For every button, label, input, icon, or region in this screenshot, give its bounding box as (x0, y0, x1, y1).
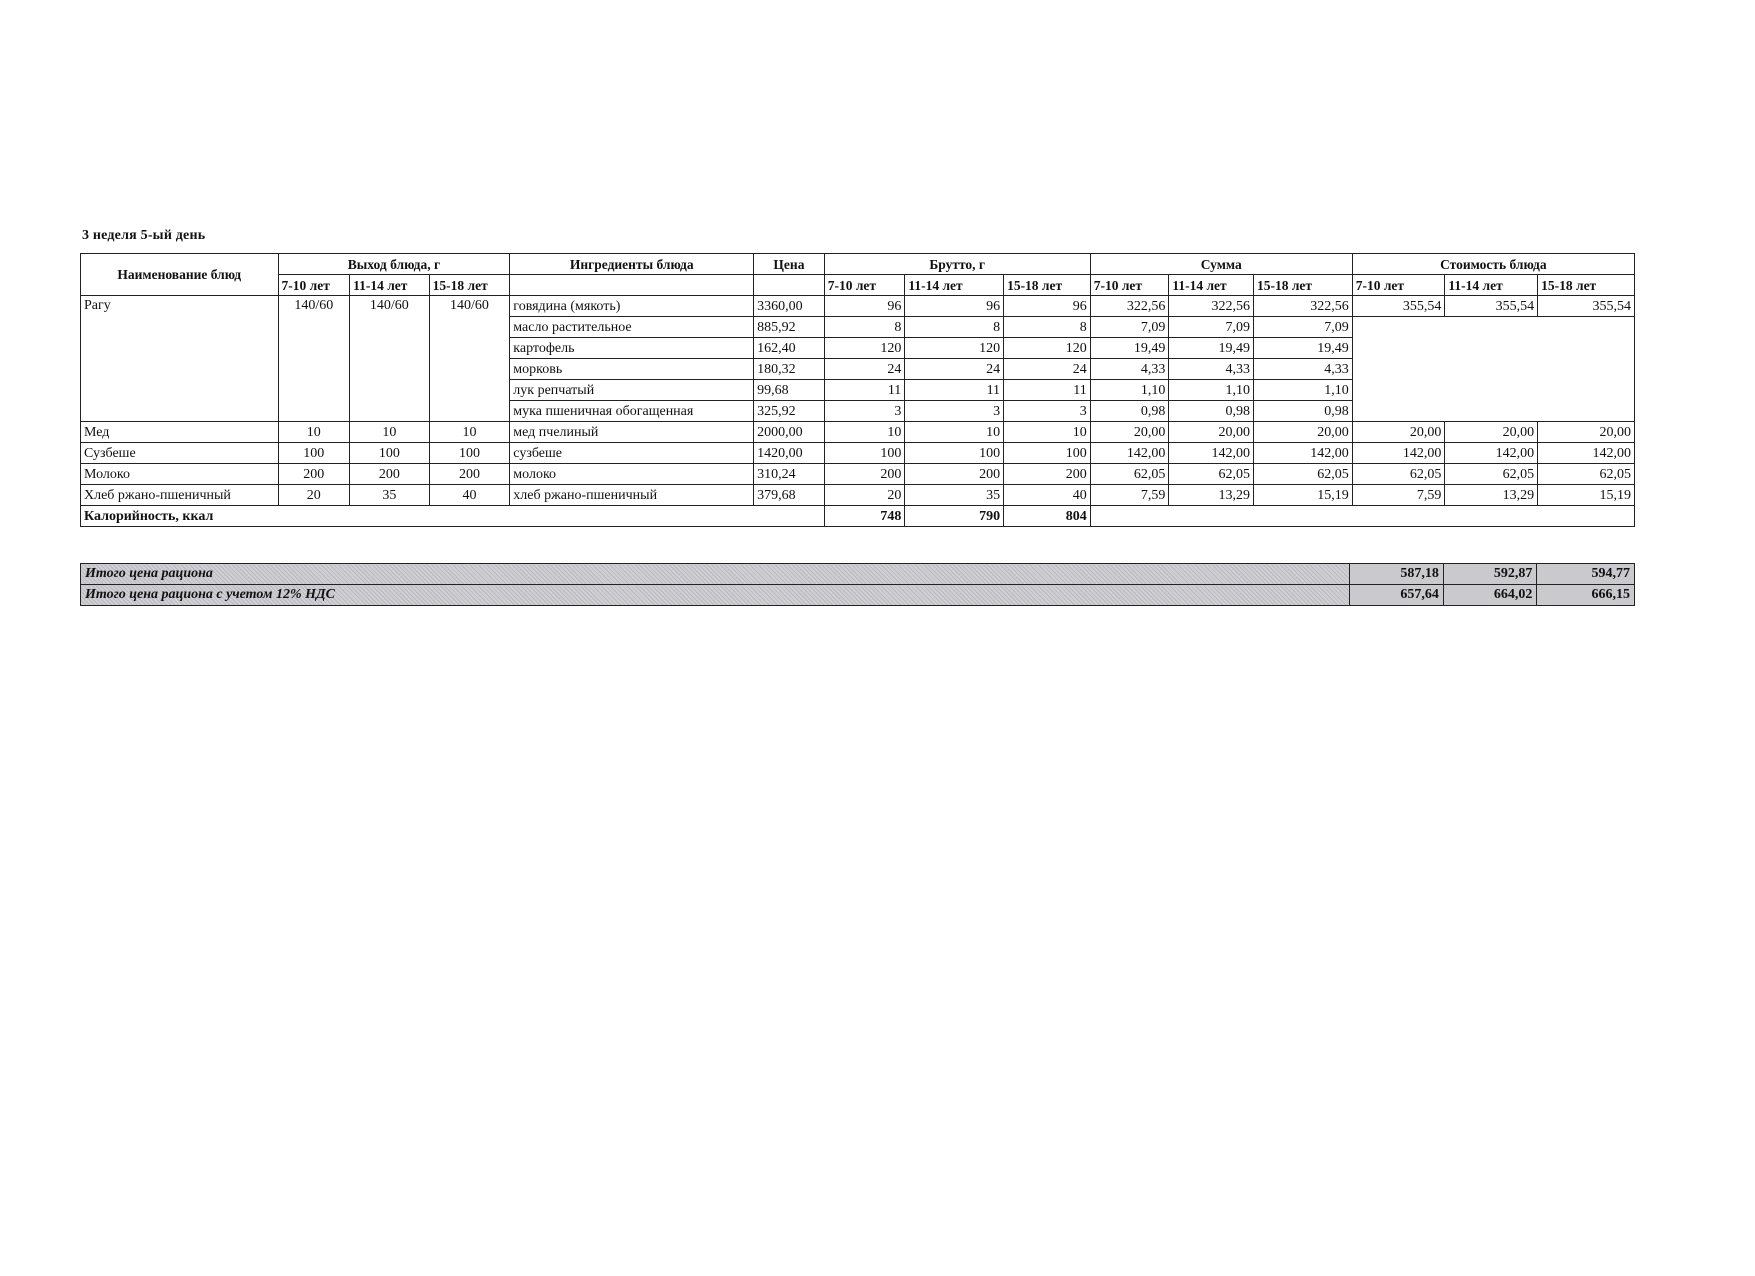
brutto-value: 3 (824, 401, 905, 422)
brutto-value: 8 (824, 317, 905, 338)
brutto-value: 100 (1004, 443, 1091, 464)
price-value: 99,68 (754, 380, 825, 401)
price-value: 310,24 (754, 464, 825, 485)
brutto-value: 100 (905, 443, 1004, 464)
brutto-value: 10 (905, 422, 1004, 443)
cost-value: 62,05 (1538, 464, 1635, 485)
brutto-value: 8 (905, 317, 1004, 338)
menu-table (80, 253, 1635, 527)
price-value: 885,92 (754, 317, 825, 338)
output-value: 140/60 (278, 296, 350, 422)
brutto-value: 3 (905, 401, 1004, 422)
calories-row (81, 506, 1635, 527)
brutto-value: 96 (1004, 296, 1091, 317)
sum-value: 322,56 (1090, 296, 1169, 317)
header-age: 7-10 лет (1090, 275, 1169, 296)
header-age: 11-14 лет (350, 275, 430, 296)
page-title: 3 неделя 5-ый день (82, 228, 206, 243)
header-empty (510, 275, 754, 296)
header-age: 7-10 лет (278, 275, 350, 296)
sum-value: 142,00 (1090, 443, 1169, 464)
brutto-value: 96 (905, 296, 1004, 317)
total-value: 587,18 (1350, 564, 1444, 585)
brutto-value: 100 (824, 443, 905, 464)
brutto-value: 24 (1004, 359, 1091, 380)
sum-value: 322,56 (1253, 296, 1352, 317)
dish-name: Молоко (81, 464, 279, 485)
calories-label: Калорийность, ккал (81, 506, 825, 527)
header-age: 15-18 лет (1538, 275, 1635, 296)
table-row (81, 443, 1635, 464)
brutto-value: 120 (1004, 338, 1091, 359)
total-value: 594,77 (1537, 564, 1635, 585)
header-ingredients: Ингредиенты блюда (510, 254, 754, 275)
header-age: 7-10 лет (1352, 275, 1445, 296)
sum-value: 62,05 (1090, 464, 1169, 485)
brutto-value: 24 (905, 359, 1004, 380)
sum-value: 19,49 (1253, 338, 1352, 359)
ingredient-name: мед пчелиный (510, 422, 754, 443)
cost-value: 142,00 (1445, 443, 1538, 464)
brutto-value: 120 (824, 338, 905, 359)
sum-value: 20,00 (1090, 422, 1169, 443)
header-empty (754, 275, 825, 296)
output-value: 10 (350, 422, 430, 443)
cost-value: 13,29 (1445, 485, 1538, 506)
sum-value: 7,09 (1090, 317, 1169, 338)
cost-value: 20,00 (1445, 422, 1538, 443)
dish-name: Хлеб ржано-пшеничный (81, 485, 279, 506)
ingredient-name: мука пшеничная обогащенная (510, 401, 754, 422)
cost-value: 142,00 (1538, 443, 1635, 464)
ingredient-name: хлеб ржано-пшеничный (510, 485, 754, 506)
output-value: 10 (278, 422, 350, 443)
ingredient-name: лук репчатый (510, 380, 754, 401)
table-row (81, 485, 1635, 506)
brutto-value: 35 (905, 485, 1004, 506)
cost-value: 142,00 (1352, 443, 1445, 464)
brutto-value: 24 (824, 359, 905, 380)
brutto-value: 200 (905, 464, 1004, 485)
sum-value: 7,09 (1253, 317, 1352, 338)
sum-value: 1,10 (1253, 380, 1352, 401)
totals-row (81, 585, 1635, 606)
header-age: 11-14 лет (1169, 275, 1254, 296)
sum-value: 20,00 (1253, 422, 1352, 443)
sum-value: 4,33 (1253, 359, 1352, 380)
ingredient-name: картофель (510, 338, 754, 359)
table-row (81, 296, 1635, 317)
sum-value: 19,49 (1090, 338, 1169, 359)
sum-value: 15,19 (1253, 485, 1352, 506)
dish-name: Сузбеше (81, 443, 279, 464)
output-value: 200 (429, 464, 510, 485)
cost-value: 62,05 (1445, 464, 1538, 485)
cost-value: 15,19 (1538, 485, 1635, 506)
price-value: 180,32 (754, 359, 825, 380)
total-value: 592,87 (1443, 564, 1537, 585)
total-label: Итого цена рациона (81, 564, 1350, 585)
sum-value: 20,00 (1169, 422, 1254, 443)
brutto-value: 10 (1004, 422, 1091, 443)
sum-value: 7,59 (1090, 485, 1169, 506)
sum-value: 0,98 (1253, 401, 1352, 422)
output-value: 100 (429, 443, 510, 464)
header-cost: Стоимость блюда (1352, 254, 1634, 275)
cost-value: 62,05 (1352, 464, 1445, 485)
brutto-value: 40 (1004, 485, 1091, 506)
cost-value: 7,59 (1352, 485, 1445, 506)
brutto-value: 200 (1004, 464, 1091, 485)
price-value: 1420,00 (754, 443, 825, 464)
ingredient-name: молоко (510, 464, 754, 485)
table-row (81, 422, 1635, 443)
total-vat-value: 666,15 (1537, 585, 1635, 606)
total-vat-label: Итого цена рациона с учетом 12% НДС (81, 585, 1350, 606)
sum-value: 142,00 (1253, 443, 1352, 464)
totals-row (81, 564, 1635, 585)
price-value: 2000,00 (754, 422, 825, 443)
header-age: 11-14 лет (1445, 275, 1538, 296)
calories-value: 748 (824, 506, 905, 527)
sum-value: 322,56 (1169, 296, 1254, 317)
calories-empty (1090, 506, 1634, 527)
sum-value: 142,00 (1169, 443, 1254, 464)
totals-table (80, 563, 1635, 606)
cost-value: 20,00 (1538, 422, 1635, 443)
cost-value: 355,54 (1352, 296, 1445, 317)
header-dish-name: Наименование блюд (81, 254, 279, 296)
dish-name: Мед (81, 422, 279, 443)
sum-value: 4,33 (1169, 359, 1254, 380)
header-sum: Сумма (1090, 254, 1352, 275)
sum-value: 62,05 (1253, 464, 1352, 485)
output-value: 40 (429, 485, 510, 506)
output-value: 200 (278, 464, 350, 485)
price-value: 162,40 (754, 338, 825, 359)
cost-value: 355,54 (1538, 296, 1635, 317)
output-value: 100 (350, 443, 430, 464)
table-row (81, 464, 1635, 485)
output-value: 10 (429, 422, 510, 443)
header-age: 15-18 лет (1004, 275, 1091, 296)
ingredient-name: говядина (мякоть) (510, 296, 754, 317)
calories-value: 790 (905, 506, 1004, 527)
brutto-value: 20 (824, 485, 905, 506)
output-value: 140/60 (429, 296, 510, 422)
cost-value: 20,00 (1352, 422, 1445, 443)
brutto-value: 10 (824, 422, 905, 443)
brutto-value: 11 (1004, 380, 1091, 401)
dish-name: Рагу (81, 296, 279, 422)
brutto-value: 8 (1004, 317, 1091, 338)
header-brutto: Брутто, г (824, 254, 1090, 275)
header-price: Цена (754, 254, 825, 275)
brutto-value: 11 (905, 380, 1004, 401)
sum-value: 62,05 (1169, 464, 1254, 485)
ingredient-name: морковь (510, 359, 754, 380)
sum-value: 7,09 (1169, 317, 1254, 338)
header-age: 15-18 лет (429, 275, 510, 296)
header-age: 7-10 лет (824, 275, 905, 296)
price-value: 3360,00 (754, 296, 825, 317)
sum-value: 0,98 (1169, 401, 1254, 422)
price-value: 379,68 (754, 485, 825, 506)
output-value: 20 (278, 485, 350, 506)
output-value: 140/60 (350, 296, 430, 422)
total-vat-value: 664,02 (1443, 585, 1537, 606)
brutto-value: 120 (905, 338, 1004, 359)
sum-value: 19,49 (1169, 338, 1254, 359)
brutto-value: 3 (1004, 401, 1091, 422)
output-value: 200 (350, 464, 430, 485)
cost-empty-block (1352, 317, 1634, 422)
sum-value: 13,29 (1169, 485, 1254, 506)
header-age: 15-18 лет (1253, 275, 1352, 296)
header-age: 11-14 лет (905, 275, 1004, 296)
sum-value: 1,10 (1090, 380, 1169, 401)
cost-value: 355,54 (1445, 296, 1538, 317)
ingredient-name: масло растительное (510, 317, 754, 338)
total-vat-value: 657,64 (1350, 585, 1444, 606)
header-output: Выход блюда, г (278, 254, 510, 275)
sum-value: 4,33 (1090, 359, 1169, 380)
output-value: 100 (278, 443, 350, 464)
brutto-value: 200 (824, 464, 905, 485)
brutto-value: 11 (824, 380, 905, 401)
calories-value: 804 (1004, 506, 1091, 527)
brutto-value: 96 (824, 296, 905, 317)
sum-value: 0,98 (1090, 401, 1169, 422)
output-value: 35 (350, 485, 430, 506)
sum-value: 1,10 (1169, 380, 1254, 401)
ingredient-name: сузбеше (510, 443, 754, 464)
price-value: 325,92 (754, 401, 825, 422)
